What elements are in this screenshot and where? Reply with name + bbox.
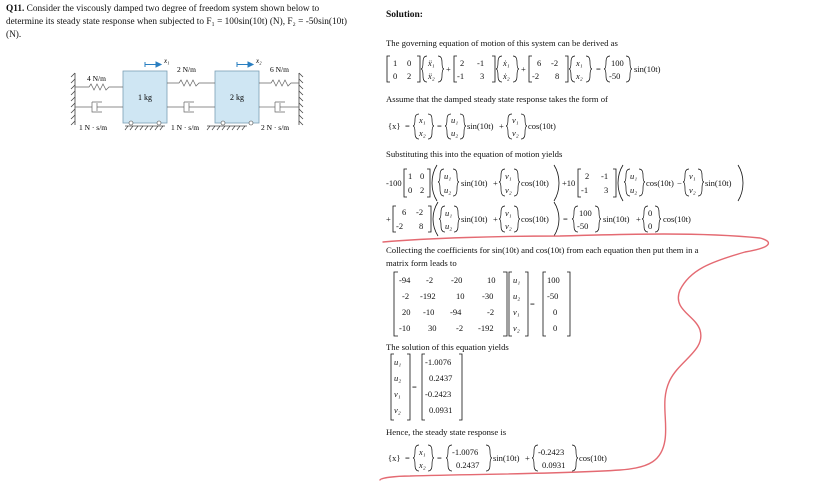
damping-matrix-12: -1 [601, 171, 609, 181]
cos-label: cos(10t) [663, 214, 691, 224]
cos-label: cos(10t) [521, 178, 549, 188]
solution-paragraph-5: The solution of this equation yields [386, 342, 509, 352]
svg-text:+: + [446, 64, 451, 74]
svg-text:=: = [530, 299, 535, 309]
spring-mid-label: 2 N/m [177, 65, 196, 74]
solution-paragraph-1: The governing equation of motion of this system can be derived as [386, 38, 618, 48]
force-1: 100 [611, 58, 624, 68]
matrix-cell: 30 [428, 323, 437, 333]
svg-text:=: = [563, 214, 568, 224]
equation-of-motion [387, 56, 661, 82]
damping-matrix-11: 2 [460, 58, 465, 68]
u-2: u₂ [451, 128, 459, 138]
x-2: x₂ [419, 128, 426, 138]
substituted-equation [386, 165, 743, 236]
u-2: u₂ [630, 185, 638, 195]
stiffness-matrix-22: 8 [555, 71, 560, 81]
damper-mid-label: 1 N · s/m [171, 123, 200, 132]
solution-vector-equation [391, 354, 462, 420]
svg-text:=: = [412, 382, 417, 392]
matrix-cell: 20 [402, 307, 411, 317]
svg-text:−: − [677, 178, 682, 188]
matrix-cell: -10 [399, 323, 411, 333]
system-matrix-equation [394, 272, 570, 336]
x-vector: {x} [388, 453, 401, 463]
matrix-cell: -2 [456, 323, 464, 333]
u-1: u₁ [445, 208, 453, 218]
wheel-icon [157, 121, 161, 125]
svg-text:+: + [636, 214, 641, 224]
matrix-cell: -192 [478, 323, 494, 333]
x-1: x₁ [419, 447, 426, 457]
damper-right-icon [259, 102, 299, 112]
sin-label: sin(10t) [705, 178, 732, 188]
force-2: -50 [577, 221, 589, 231]
stiffness-matrix-22: 8 [419, 221, 424, 231]
mass-1-label: 1 kg [138, 93, 152, 102]
sin-label: sin(10t) [467, 121, 494, 131]
spring-left-label: 4 N/m [87, 74, 106, 83]
x2-arrow-icon [237, 62, 253, 67]
damping-matrix-21: -1 [457, 71, 465, 81]
response-sin-2: 0.2437 [456, 460, 480, 470]
unknown-u2: u₂ [394, 373, 402, 383]
force-2: -50 [609, 71, 621, 81]
x-1: x₁ [419, 115, 426, 125]
damping-matrix-22: 3 [604, 185, 609, 195]
wheel-icon [129, 121, 133, 125]
matrix-cell: -2 [402, 291, 410, 301]
rhs-cell: 0 [553, 307, 558, 317]
v-2: v₂ [505, 221, 512, 231]
x1-arrow-icon [145, 62, 161, 67]
mass-matrix-11: 1 [393, 58, 398, 68]
stiffness-matrix-11: 6 [537, 58, 542, 68]
svg-text:=: = [405, 453, 410, 463]
sin-label: sin(10t) [493, 453, 520, 463]
svg-text:+: + [525, 453, 530, 463]
v-1: v₁ [505, 208, 512, 218]
mass-matrix-21: 0 [408, 185, 413, 195]
v-1: v₁ [689, 171, 696, 181]
left-wall [71, 73, 75, 125]
mass-matrix-12: 0 [407, 58, 412, 68]
coefficient-100: -100 [386, 178, 402, 188]
force-cos-2: 0 [648, 221, 653, 231]
spring-right-icon [259, 80, 299, 86]
steady-state-response [388, 445, 607, 471]
matrix-cell: -20 [451, 275, 463, 285]
v-2: v₂ [689, 185, 696, 195]
question-text-1: Consider the viscously damped two degree of freedom system shown below to [26, 4, 320, 14]
u-1: u₁ [451, 115, 459, 125]
damping-matrix-22: 3 [480, 71, 485, 81]
wheel-icon [249, 121, 253, 125]
solution-paragraph-4a: Collecting the coefficients for sin(10t) and cos(10t) from each equation then put them in a [386, 245, 699, 255]
two-dof-system-diagram [65, 53, 310, 133]
cos-label: cos(10t) [646, 178, 674, 188]
xdd-2: ẍ₂ [428, 71, 435, 81]
xd-2: ẋ₂ [503, 71, 510, 81]
mass-matrix-22: 2 [420, 185, 425, 195]
cos-label: cos(10t) [579, 453, 607, 463]
svg-text:=: = [437, 121, 442, 131]
cos-label: cos(10t) [521, 214, 549, 224]
equations-canvas [380, 48, 800, 484]
matrix-cell: -30 [482, 291, 494, 301]
matrix-cell: 10 [456, 291, 465, 301]
x1-label: x₁ [164, 57, 170, 65]
sin-label: sin(10t) [634, 64, 661, 74]
damper-left-label: 1 N · s/m [79, 123, 108, 132]
question-block [6, 3, 366, 42]
u-2: u₂ [445, 221, 453, 231]
x-1: x₁ [576, 58, 583, 68]
svg-text:+: + [493, 178, 498, 188]
xd-1: ẋ₁ [503, 58, 510, 68]
force-1: 100 [579, 208, 592, 218]
u-1: u₁ [630, 171, 638, 181]
unknown-v2: v₂ [513, 323, 520, 333]
stiffness-matrix-12: -2 [551, 58, 559, 68]
solution-paragraph-6: Hence, the steady state response is [386, 427, 507, 437]
damper-left-icon [75, 102, 123, 112]
rhs-cell: 0 [553, 323, 558, 333]
system-matrix [399, 275, 496, 333]
mass-matrix-12: 0 [420, 171, 425, 181]
assumed-response [388, 114, 556, 139]
matrix-cell: -94 [399, 275, 411, 285]
x-vector: {x} [388, 121, 401, 131]
stiffness-matrix-21: -2 [396, 221, 404, 231]
solution-paragraph-3: Substituting this into the equation of motion yields [386, 149, 563, 159]
question-line-1 [6, 3, 366, 16]
mass-2-label: 2 kg [230, 93, 244, 102]
matrix-cell: 10 [487, 275, 496, 285]
spring-left-icon [75, 84, 123, 90]
matrix-cell: -2 [487, 307, 495, 317]
sin-label: sin(10t) [603, 214, 630, 224]
v-1: v₁ [505, 171, 512, 181]
svg-text:+: + [499, 121, 504, 131]
xdd-1: ẍ₁ [428, 58, 435, 68]
unknown-v2: v₂ [394, 405, 401, 415]
svg-text:=: = [437, 453, 442, 463]
solution-v2: 0.0931 [429, 405, 453, 415]
cos-label: cos(10t) [528, 121, 556, 131]
solution-u2: 0.2437 [429, 373, 453, 383]
rhs-cell: -50 [547, 291, 559, 301]
damping-matrix-21: -1 [581, 185, 589, 195]
unknown-v1: v₁ [513, 307, 520, 317]
x2-label: x₂ [256, 57, 262, 65]
question-number: Q11. [6, 4, 25, 14]
mass-matrix-22: 2 [407, 71, 412, 81]
v-1: v₁ [512, 115, 519, 125]
sin-label: sin(10t) [461, 214, 488, 224]
damper-mid-icon [167, 102, 215, 112]
sin-label: sin(10t) [461, 178, 488, 188]
solution-paragraph-4b: matrix form leads to [386, 258, 457, 268]
solution-heading: Solution: [386, 10, 423, 20]
svg-text:=: = [405, 121, 410, 131]
right-wall [299, 73, 303, 125]
unknown-u2: u₂ [513, 291, 521, 301]
damping-matrix-11: 2 [585, 171, 590, 181]
unknown-u1: u₁ [394, 357, 402, 367]
solution-v1: -0.2423 [425, 389, 452, 399]
response-sin-1: -1.0076 [452, 447, 479, 457]
matrix-cell: -2 [426, 275, 434, 285]
svg-text:=: = [596, 64, 601, 74]
matrix-cell: -94 [450, 307, 462, 317]
response-cos-1: -0.2423 [538, 447, 565, 457]
rhs-cell: 100 [547, 275, 560, 285]
stiffness-matrix-21: -2 [532, 71, 540, 81]
u-2: u₂ [444, 185, 452, 195]
matrix-cell: -192 [420, 291, 436, 301]
x-2: x₂ [576, 71, 583, 81]
x-2: x₂ [419, 460, 426, 470]
spring-mid-icon [167, 80, 215, 86]
spring-right-label: 6 N/m [270, 65, 289, 74]
unknown-v1: v₁ [394, 389, 401, 399]
v-2: v₂ [505, 185, 512, 195]
unknown-u1: u₁ [513, 275, 521, 285]
coefficient-10: +10 [562, 178, 576, 188]
wheel-icon [221, 121, 225, 125]
force-cos-1: 0 [648, 208, 653, 218]
question-line-3: (N). [6, 30, 22, 40]
mass-matrix-21: 0 [393, 71, 398, 81]
solution-u1: -1.0076 [425, 357, 452, 367]
stiffness-matrix-12: -2 [416, 207, 424, 217]
matrix-cell: -10 [423, 307, 435, 317]
damping-matrix-12: -1 [477, 58, 485, 68]
stiffness-matrix-11: 6 [402, 207, 407, 217]
response-cos-2: 0.0931 [542, 460, 566, 470]
damper-right-label: 2 N · s/m [261, 123, 290, 132]
solution-paragraph-2: Assume that the damped steady state response takes the form of [386, 94, 608, 104]
svg-text:+: + [386, 214, 391, 224]
svg-text:+: + [521, 64, 526, 74]
svg-text:+: + [493, 214, 498, 224]
u-1: u₁ [444, 171, 452, 181]
question-line-2: determine its steady state response when subjected to F₁ = 100sin(10t) (N), F₂ = -50sin(10t) [6, 17, 348, 27]
mass-matrix-11: 1 [408, 171, 413, 181]
v-2: v₂ [512, 128, 519, 138]
